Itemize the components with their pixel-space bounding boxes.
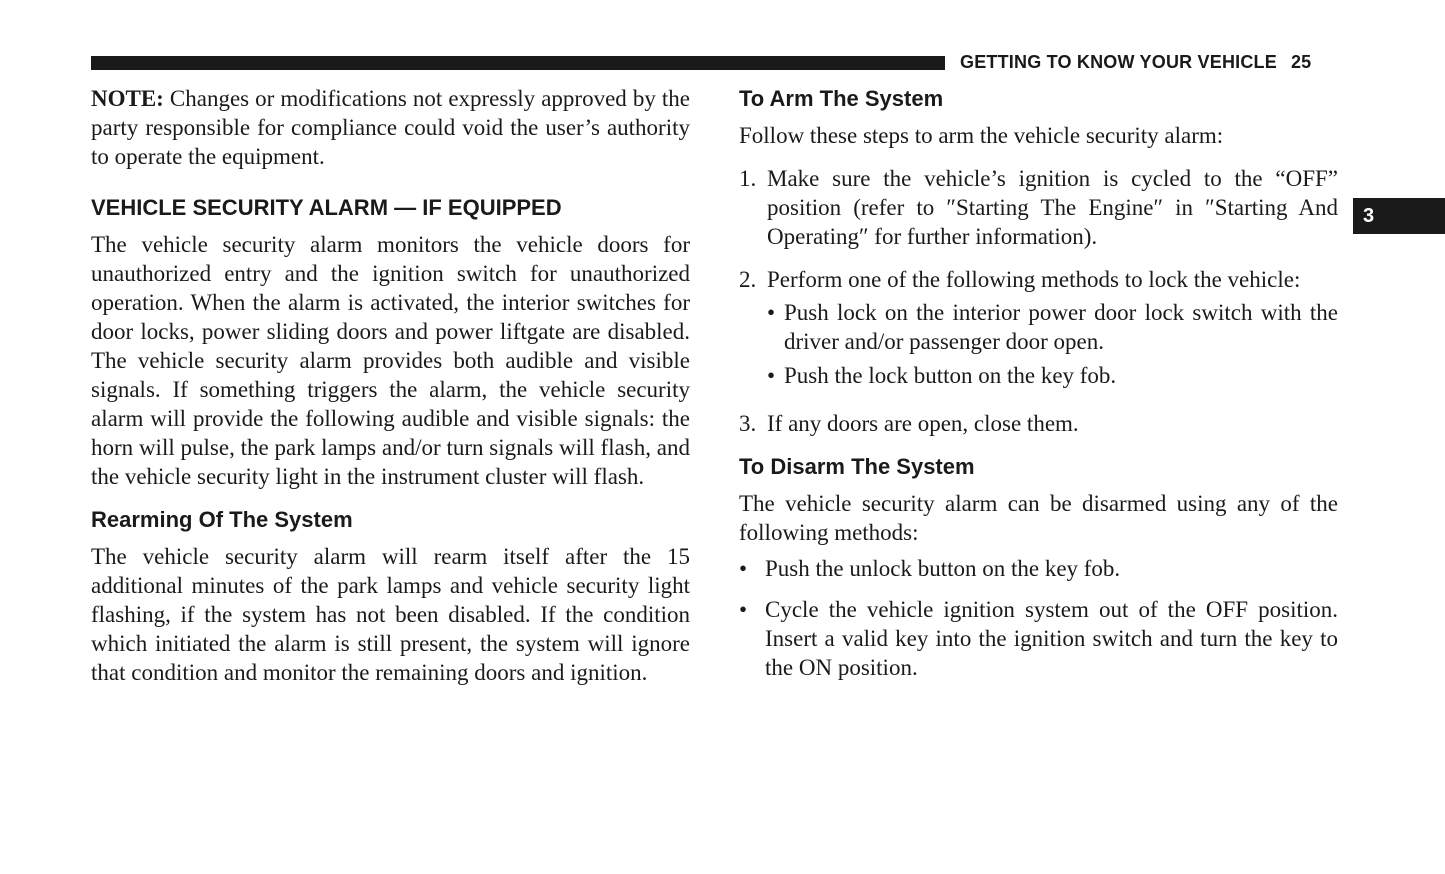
running-title: GETTING TO KNOW YOUR VEHICLE [960,52,1277,72]
arm-heading: To Arm The System [739,86,944,111]
step-item [739,164,1338,251]
bullet-icon: • [767,363,776,388]
arm-intro: Follow these steps to arm the vehicle security alarm: [739,123,1224,148]
step-text: Make sure the vehicle’s ignition is cycled to the “OFF” position (refer to ″Starting The Engine″ in ″Starting And Operating″ for further information). [767,166,1338,249]
running-header [960,52,1311,73]
bullet-text: Cycle the vehicle ignition system out of the OFF position. Insert a valid key into the ignition switch and turn the key to the ON position. [765,597,1338,680]
bullet-icon: • [739,556,748,581]
step-item [739,409,1338,438]
list-item [739,595,1338,682]
step-text: If any doors are open, close them. [767,411,1079,436]
list-item [767,361,1338,390]
chapter-tab: 3 [1353,198,1445,234]
section-body: The vehicle security alarm monitors the vehicle doors for unauthorized entry and the ignition switch for unauthorized operation. When the alarm is activated, the interior switches for door locks, power sliding doors and power liftgate are disabled. The vehicle security alarm provides both audible and visible signals. If something triggers the alarm, the vehicle security alarm will provide the following audible and visible signals: the horn will pulse, the park lamps and/or turn signals will flash, and the vehicle security light in the instrument cluster will flash. [91,232,690,489]
list-item [739,554,1338,583]
note-label: NOTE: [91,86,164,111]
bullet-text: Push the unlock button on the key fob. [765,556,1121,581]
disarm-heading: To Disarm The System [739,454,975,479]
list-item [767,298,1338,356]
left-column [91,84,690,687]
right-column [739,84,1338,682]
bullet-text: Push lock on the interior power door lock switch with the driver and/or passenger door open. [784,300,1338,354]
sub-bullet-list [767,298,1338,390]
header-rule [91,56,945,70]
disarm-intro: The vehicle security alarm can be disarmed using any of the following methods: [739,491,1338,545]
note-paragraph [91,84,690,171]
section-heading: VEHICLE SECURITY ALARM — IF EQUIPPED [91,195,562,220]
step-item [739,265,1338,395]
bullet-icon: • [739,597,748,622]
step-text: Perform one of the following methods to lock the vehicle: [767,267,1301,292]
rearming-body: The vehicle security alarm will rearm itself after the 15 additional minutes of the park lamps and vehicle security light flashing, if the system has not been disabled. If the condition which initiated the alarm is still present, the system will ignore that condition and monitor the remaining doors and ignition. [91,544,690,685]
rearming-heading: Rearming Of The System [91,507,353,532]
page-number: 25 [1290,52,1312,72]
bullet-icon: • [767,300,776,325]
note-text: Changes or modifications not expressly approved by the party responsible for compliance could void the user’s authority to operate the equipment. [91,86,690,169]
bullet-text: Push the lock button on the key fob. [784,363,1117,388]
step-number: 3. [739,411,757,436]
step-number: 1. [739,166,757,191]
step-number: 2. [739,267,757,292]
